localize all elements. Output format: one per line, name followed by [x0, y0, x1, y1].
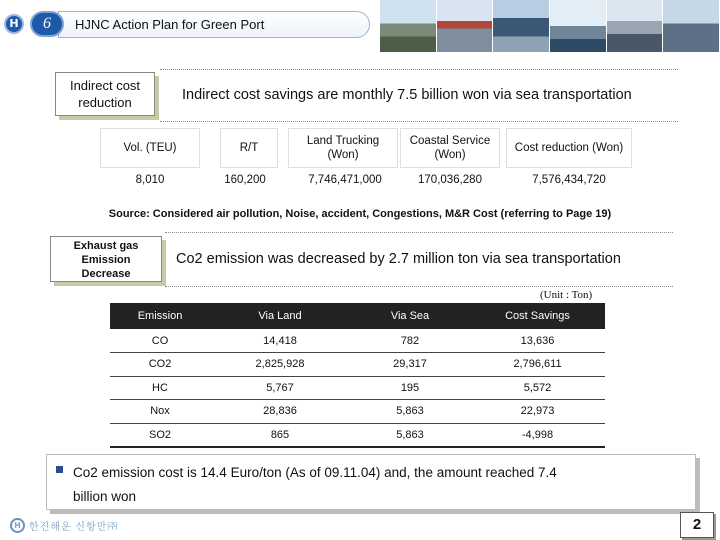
- bullet-square-icon: [56, 466, 63, 473]
- column-header: Vol. (TEU): [100, 128, 200, 168]
- source-note: Source: Considered air pollution, Noise, accident, Congestions, M&R Cost (referring to Page 19): [108, 208, 612, 220]
- exhaust-gas-label: [50, 236, 162, 282]
- label-line: Emission: [81, 254, 131, 266]
- cell-emission: Nox: [110, 400, 210, 424]
- footer-company-logo: [10, 518, 118, 533]
- column-header: Cost Savings: [470, 303, 605, 329]
- cost-table-header: [100, 128, 640, 168]
- cell-cost-savings: 5,572: [470, 376, 605, 400]
- port-photo: [437, 0, 494, 52]
- column-header: Coastal Service (Won): [400, 128, 500, 168]
- cell-via-land: 865: [210, 423, 350, 447]
- divider: [165, 286, 673, 287]
- label-line: Decrease: [81, 268, 131, 280]
- indirect-cost-headline: Indirect cost savings are monthly 7.5 billion won via sea transportation: [182, 87, 632, 103]
- emission-table: [110, 303, 605, 448]
- column-header: Via Sea: [350, 303, 470, 329]
- company-logo-icon: H: [10, 518, 25, 533]
- cell-emission: SO2: [110, 423, 210, 447]
- page-title: HJNC Action Plan for Green Port: [58, 11, 370, 38]
- unit-label: (Unit : Ton): [540, 289, 593, 301]
- label-line: reduction: [78, 95, 132, 110]
- cell-cost-savings: 13,636: [470, 329, 605, 353]
- cell-cost-savings: 22,973: [470, 400, 605, 424]
- table-row: [110, 423, 605, 447]
- cell-rt: 160,200: [224, 174, 266, 186]
- cell-emission: CO: [110, 329, 210, 353]
- cell-via-land: 28,836: [210, 400, 350, 424]
- exhaust-headline: Co2 emission was decreased by 2.7 million ton via sea transportation: [176, 251, 621, 267]
- column-header: Emission: [110, 303, 210, 329]
- cell-via-land: 2,825,928: [210, 353, 350, 377]
- table-row: [110, 376, 605, 400]
- cell-via-land: 5,767: [210, 376, 350, 400]
- cell-land-trucking: 7,746,471,000: [308, 174, 382, 186]
- indirect-cost-label: [55, 72, 155, 116]
- header: [0, 0, 720, 52]
- port-photo: [493, 0, 550, 52]
- divider: [165, 232, 673, 233]
- label-line: Exhaust gas: [73, 240, 139, 252]
- column-header: Via Land: [210, 303, 350, 329]
- company-name: 한진해운 신항만㈜: [29, 522, 119, 533]
- co2-cost-note: [46, 454, 696, 510]
- label-line: Indirect cost: [69, 78, 141, 93]
- cell-via-land: 14,418: [210, 329, 350, 353]
- port-photo: [550, 0, 607, 52]
- cell-via-sea: 195: [350, 376, 470, 400]
- cell-via-sea: 29,317: [350, 353, 470, 377]
- cell-emission: HC: [110, 376, 210, 400]
- port-photo: [663, 0, 720, 52]
- cell-cost-reduction: 7,576,434,720: [532, 174, 606, 186]
- divider: [160, 69, 678, 70]
- port-photo: [380, 0, 437, 52]
- table-row: [110, 353, 605, 377]
- table-row: [110, 329, 605, 353]
- column-header: Cost reduction (Won): [506, 128, 632, 168]
- table-row: [110, 400, 605, 424]
- cell-cost-savings: -4,998: [470, 423, 605, 447]
- cell-emission: CO2: [110, 353, 210, 377]
- column-header: R/T: [220, 128, 278, 168]
- port-photo-strip: [380, 0, 720, 52]
- company-logo-icon: H: [4, 14, 24, 34]
- cell-via-sea: 782: [350, 329, 470, 353]
- port-photo: [607, 0, 664, 52]
- page-number: 2: [680, 512, 714, 538]
- cell-volume: 8,010: [135, 174, 165, 186]
- column-header: Land Trucking (Won): [288, 128, 398, 168]
- divider: [160, 121, 678, 122]
- cell-via-sea: 5,863: [350, 400, 470, 424]
- cell-coastal-service: 170,036,280: [418, 174, 482, 186]
- cell-cost-savings: 2,796,611: [470, 353, 605, 377]
- cell-via-sea: 5,863: [350, 423, 470, 447]
- emission-table-header: [110, 303, 605, 329]
- note-text: Co2 emission cost is 14.4 Euro/ton (As of 09.11.04) and, the amount reached 7.4 billion won: [73, 465, 557, 504]
- section-number-badge: 6: [30, 11, 64, 37]
